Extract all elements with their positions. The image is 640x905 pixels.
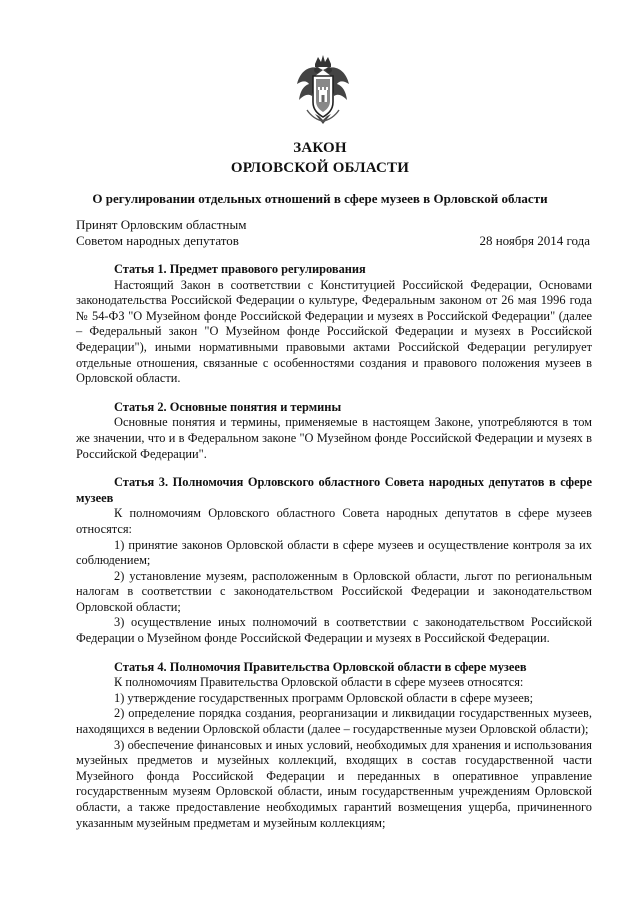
article-list-item: 1) принятие законов Орловской области в сфере музеев и осуществление контроля за их соблюдением; xyxy=(76,537,592,568)
adoption-date: 28 ноября 2014 года xyxy=(479,233,590,248)
article-paragraph: К полномочиям Орловского областного Совета народных депутатов в сфере музеев относятся: xyxy=(76,506,592,536)
law-subtitle: О регулировании отдельных отношений в сфере музеев в Орловской области xyxy=(92,191,548,206)
article-list-item: 3) обеспечение финансовых и иных условий, необходимых для хранения и использования музейных предметов и музейных коллекций, входящих в состав государственной части Музейного фонда Российской Федерации и переданных в оперативное управление государственным музеям Орловской области, иным государственным учреждениям Орловской области, а также предоставление необходимых гарантий возмещения ущерба, причиненного указанным музейным предметам и музейным коллекциям; xyxy=(76,737,592,830)
adoption-line-1: Принят Орловским областным xyxy=(76,217,247,232)
article-1 xyxy=(76,262,592,387)
article-heading: Статья 1. Предмет правового регулирования xyxy=(114,262,366,276)
article-paragraph: Основные понятия и термины, применяемые в настоящем Законе, употребляются в том же значении, что и в Федеральном законе "О Музейном фонде Российской Федерации и музеях в Российской Федерации". xyxy=(76,415,592,461)
adoption-line-2: Советом народных депутатов xyxy=(76,233,239,248)
article-list-item: 2) определение порядка создания, реорганизации и ликвидации государственных музеев, находящихся в ведении Орловской области (далее – государственные музеи Орловской области); xyxy=(76,706,592,737)
article-4 xyxy=(76,660,592,832)
adoption-statement xyxy=(76,217,246,249)
article-heading: Статья 2. Основные понятия и термины xyxy=(114,399,342,414)
law-title-line-1: ЗАКОН xyxy=(293,140,347,156)
article-3 xyxy=(76,475,592,647)
article-heading: Статья 4. Полномочия Правительства Орловской области в сфере музеев xyxy=(114,659,527,674)
article-paragraph: К полномочиям Правительства Орловской области в сфере музеев относятся: xyxy=(114,675,524,690)
article-list-item: 1) утверждение государственных программ Орловской области в сфере музеев; xyxy=(114,690,534,705)
article-paragraph: Настоящий Закон в соответствии с Конституцией Российской Федерации, Основами законодательства Российской Федерации о культуре, Федеральным законом от 26 мая 1996 года № 54-ФЗ "О Музейном фонде Российской Федерации и музеях в Российской Федерации" (далее – Федеральный закон "О Музейном фонде Российской Федерации и музеях в Российской Федерации"), иными нормативными правовыми актами Российской Федерации регулирует отдельные отношения, связанные с особенностями создания и правового положения музеев в Орловской области. xyxy=(76,277,592,386)
document-body xyxy=(76,262,592,831)
law-title-line-2: ОРЛОВСКОЙ ОБЛАСТИ xyxy=(230,160,410,176)
article-heading: Статья 3. Полномочия Орловского областного Совета народных депутатов в сфере музеев xyxy=(76,475,592,505)
coat-of-arms-icon xyxy=(295,54,351,128)
article-list-item: 2) установление музеям, расположенным в Орловской области, льгот по региональным налогам в соответствии с законодательством Российской Федерации и законодательством Орловской области; xyxy=(76,568,592,614)
article-2 xyxy=(76,400,592,462)
article-list-item: 3) осуществление иных полномочий в соответствии с законодательством Российской Федерации о Музейном фонде Российской Федерации и музеях в Российской Федерации. xyxy=(76,615,592,646)
